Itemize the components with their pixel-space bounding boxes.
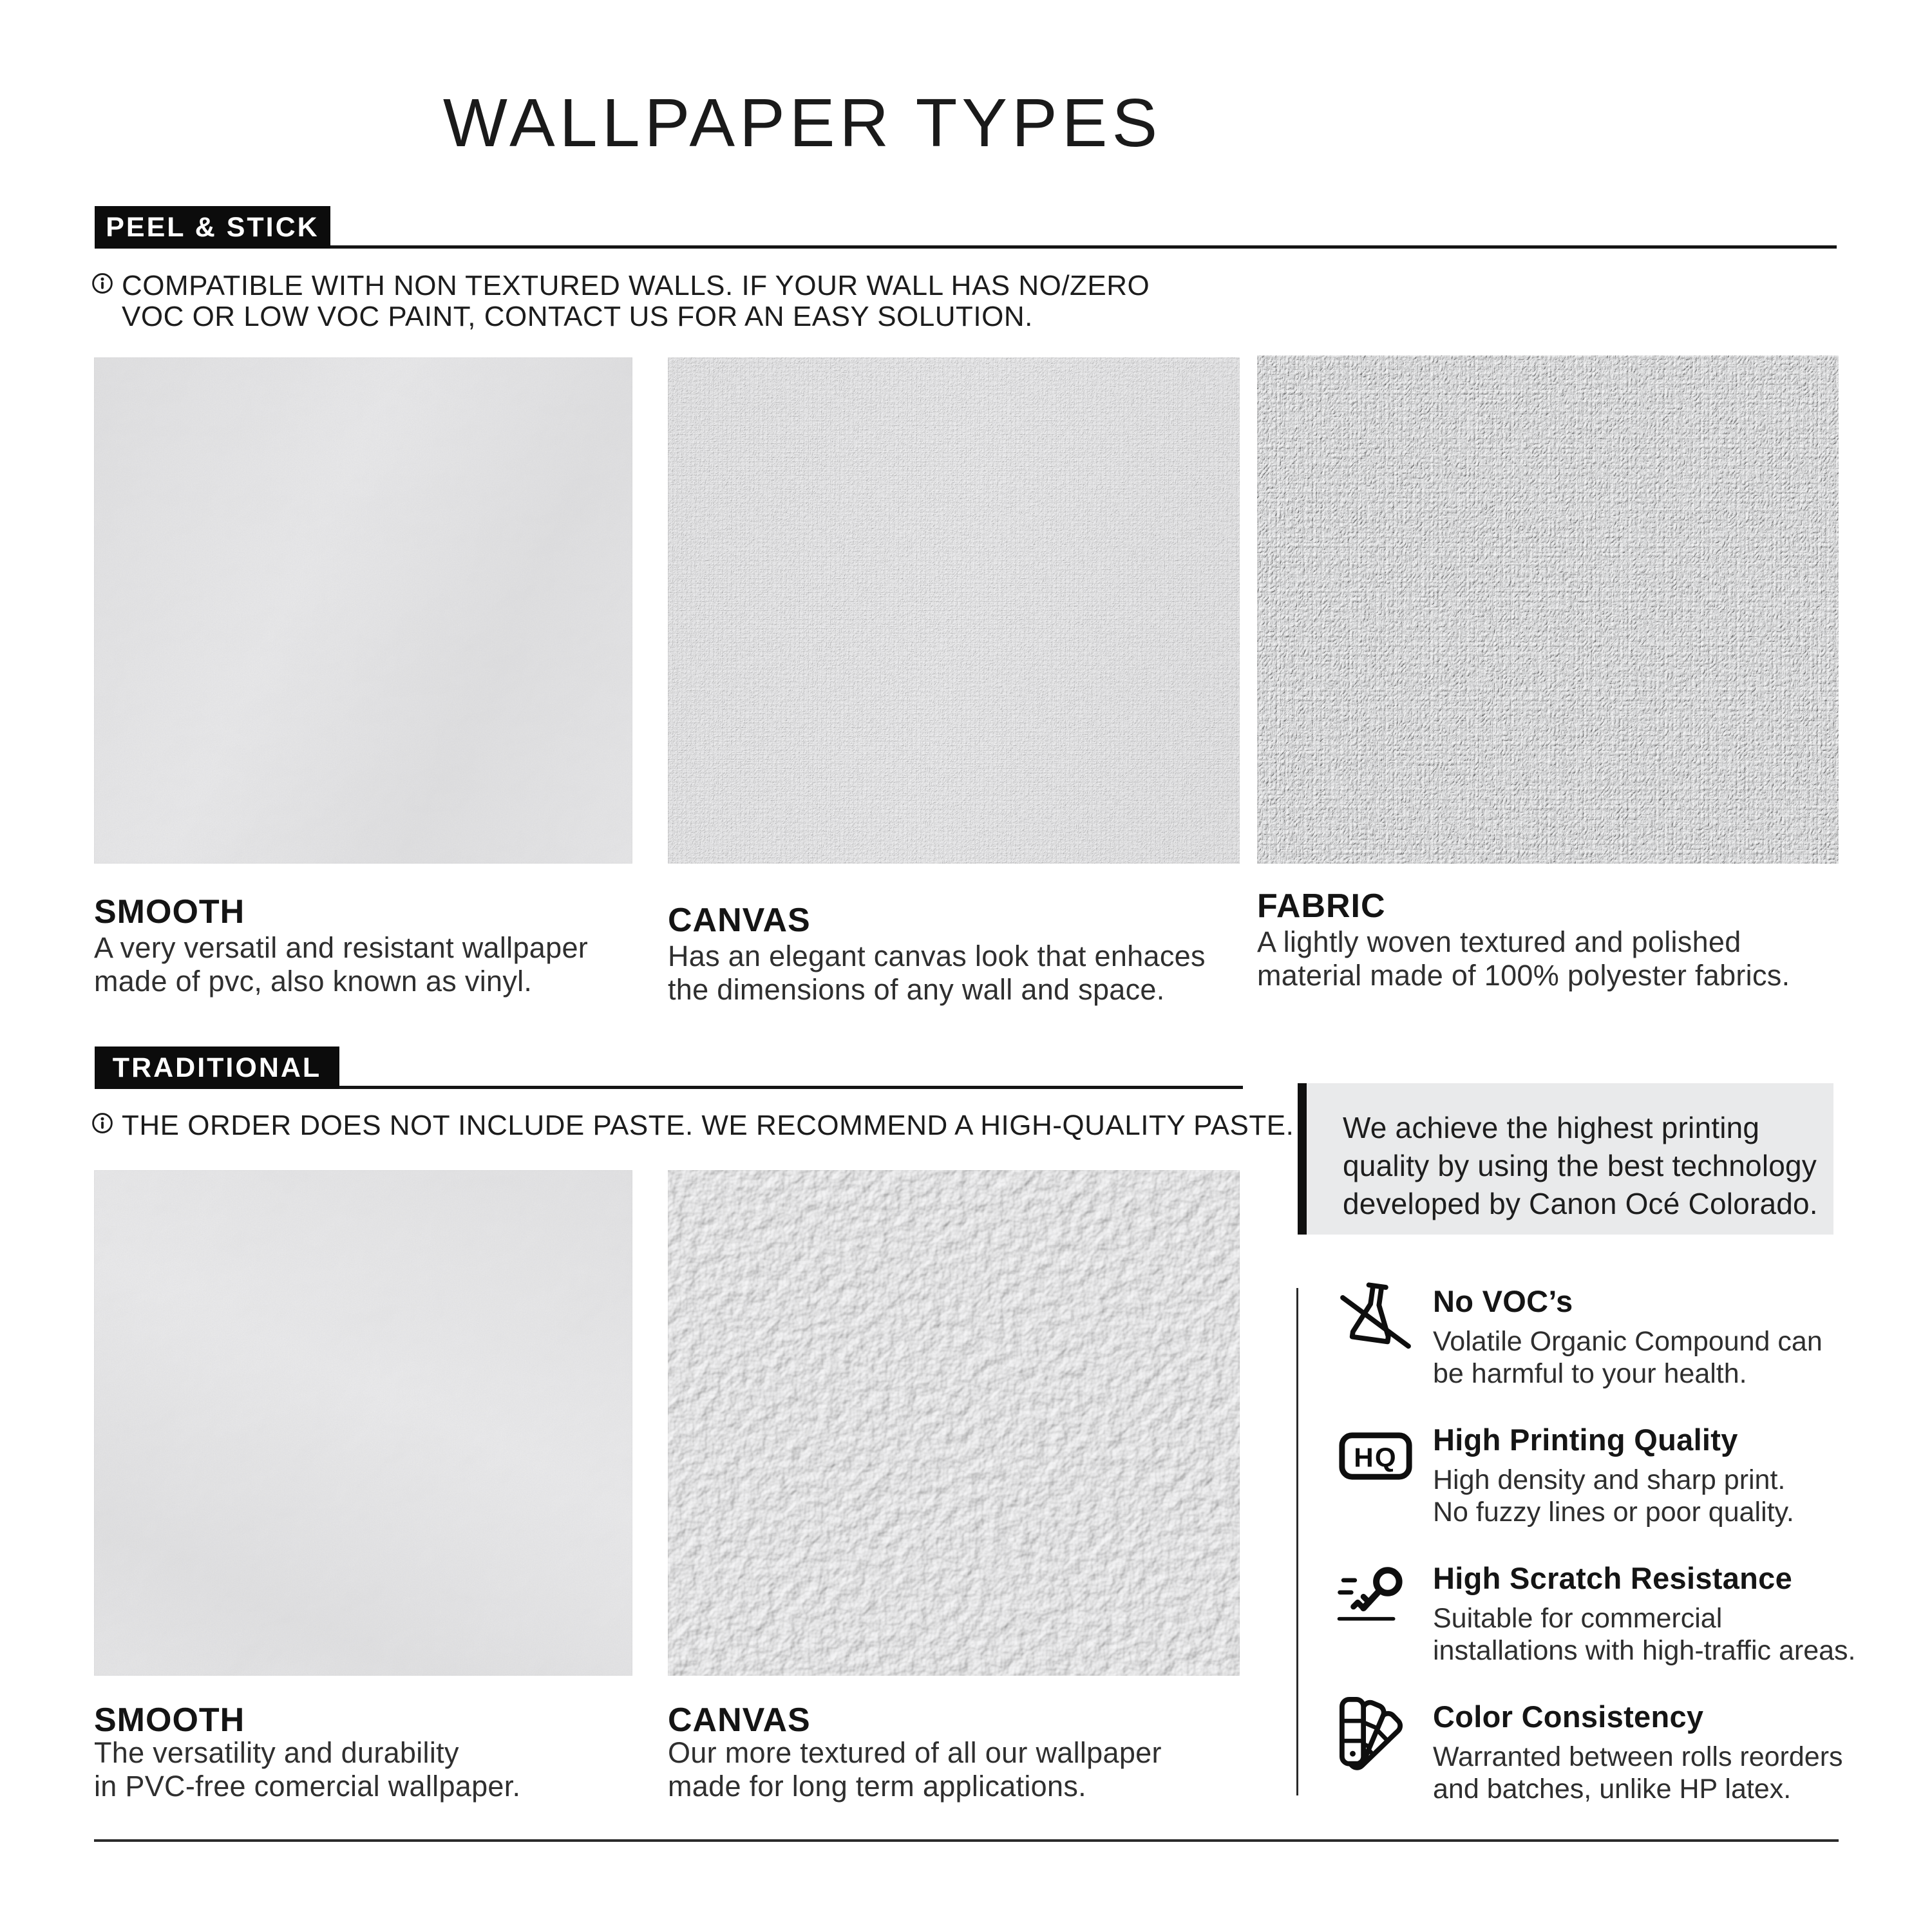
desc-line: material made of 100% polyester fabrics. (1257, 959, 1790, 992)
bottom-divider (94, 1839, 1839, 1842)
desc-line: and batches, unlike HP latex. (1433, 1774, 1792, 1804)
desc-line: A very versatil and resistant wallpaper (94, 931, 589, 964)
hq-badge-text: HQ (1354, 1442, 1397, 1473)
desc-line: Suitable for commercial (1433, 1603, 1723, 1634)
callout-line: We achieve the highest printing (1343, 1111, 1760, 1144)
desc-line: the dimensions of any wall and space. (668, 973, 1165, 1006)
swatch-desc-canvas (668, 940, 1206, 1007)
swatch-desc-canvas-traditional (668, 1736, 1162, 1803)
scratch-key-icon (1336, 1555, 1415, 1634)
smooth-paper-texture-swatch (94, 1170, 632, 1676)
swatch-title-smooth: SMOOTH (94, 893, 245, 931)
feature-desc (1433, 1741, 1843, 1805)
feature-desc (1433, 1602, 1855, 1667)
section-label-traditional: TRADITIONAL (95, 1046, 339, 1089)
note-line: COMPATIBLE WITH NON TEXTURED WALLS. IF YOUR WALL HAS NO/ZERO (122, 270, 1150, 301)
swatch-title-canvas-traditional: CANVAS (668, 1701, 811, 1739)
traditional-note-text (122, 1110, 1294, 1141)
swatch-desc-smooth (94, 931, 588, 998)
desc-line: The versatility and durability (94, 1736, 459, 1769)
traditional-note (91, 1110, 1294, 1141)
feature-high-scratch-resistance (1336, 1555, 1890, 1667)
swatch-desc-fabric (1257, 925, 1790, 992)
feature-desc (1433, 1464, 1794, 1528)
note-line: THE ORDER DOES NOT INCLUDE PASTE. WE RECOMMEND A HIGH-QUALITY PASTE. (122, 1110, 1294, 1141)
desc-line: made for long term applications. (668, 1770, 1086, 1803)
desc-line: Has an elegant canvas look that enhaces (668, 940, 1206, 972)
info-icon (91, 1112, 114, 1135)
feature-title: No VOC’s (1433, 1284, 1573, 1318)
smooth-vinyl-texture-swatch (94, 357, 632, 864)
feature-title: High Scratch Resistance (1433, 1561, 1793, 1595)
feature-title: Color Consistency (1433, 1700, 1704, 1734)
woven-fabric-texture-swatch (1257, 355, 1839, 864)
desc-line: Volatile Organic Compound can (1433, 1326, 1823, 1357)
rough-canvas-texture-swatch (668, 1170, 1240, 1676)
desc-line: in PVC-free comercial wallpaper. (94, 1770, 521, 1803)
info-icon (91, 272, 114, 295)
color-swatchbook-icon (1336, 1694, 1415, 1772)
swatch-desc-smooth-traditional (94, 1736, 520, 1803)
feature-title: High Printing Quality (1433, 1423, 1738, 1457)
printing-quality-callout (1298, 1083, 1833, 1235)
desc-line: Warranted between rolls reorders (1433, 1741, 1843, 1772)
desc-line: installations with high-traffic areas. (1433, 1635, 1856, 1666)
feature-high-printing-quality (1336, 1417, 1890, 1528)
hq-badge-icon (1336, 1417, 1415, 1495)
swatch-title-fabric: FABRIC (1257, 887, 1386, 925)
desc-line: Our more textured of all our wallpaper (668, 1736, 1162, 1769)
callout-line: developed by Canon Océ Colorado. (1343, 1187, 1818, 1220)
desc-line: made of pvc, also known as vinyl. (94, 965, 533, 998)
feature-no-vocs (1336, 1278, 1890, 1390)
desc-line: A lightly woven textured and polished (1257, 925, 1741, 958)
peel-stick-note (91, 270, 1150, 332)
desc-line: High density and sharp print. (1433, 1464, 1786, 1495)
swatch-title-canvas: CANVAS (668, 902, 811, 939)
desc-line: No fuzzy lines or poor quality. (1433, 1497, 1794, 1528)
feature-color-consistency (1336, 1694, 1890, 1805)
callout-line: quality by using the best technology (1343, 1149, 1817, 1182)
feature-text (1433, 1555, 1855, 1667)
feature-desc (1433, 1325, 1823, 1390)
peel-stick-note-text (122, 270, 1150, 332)
swatch-title-smooth-traditional: SMOOTH (94, 1701, 245, 1739)
feature-text (1433, 1417, 1794, 1528)
features-vertical-divider (1296, 1288, 1298, 1795)
desc-line: be harmful to your health. (1433, 1358, 1747, 1389)
note-line: VOC OR LOW VOC PAINT, CONTACT US FOR AN EASY SOLUTION. (122, 301, 1033, 332)
page-title: WALLPAPER TYPES (442, 85, 1162, 161)
feature-text (1433, 1278, 1823, 1390)
peel-stick-divider (95, 245, 1837, 249)
no-voc-flask-icon (1336, 1278, 1415, 1357)
feature-text (1433, 1694, 1843, 1805)
section-label-peel-stick: PEEL & STICK (95, 206, 330, 249)
fine-canvas-texture-swatch (668, 357, 1240, 864)
